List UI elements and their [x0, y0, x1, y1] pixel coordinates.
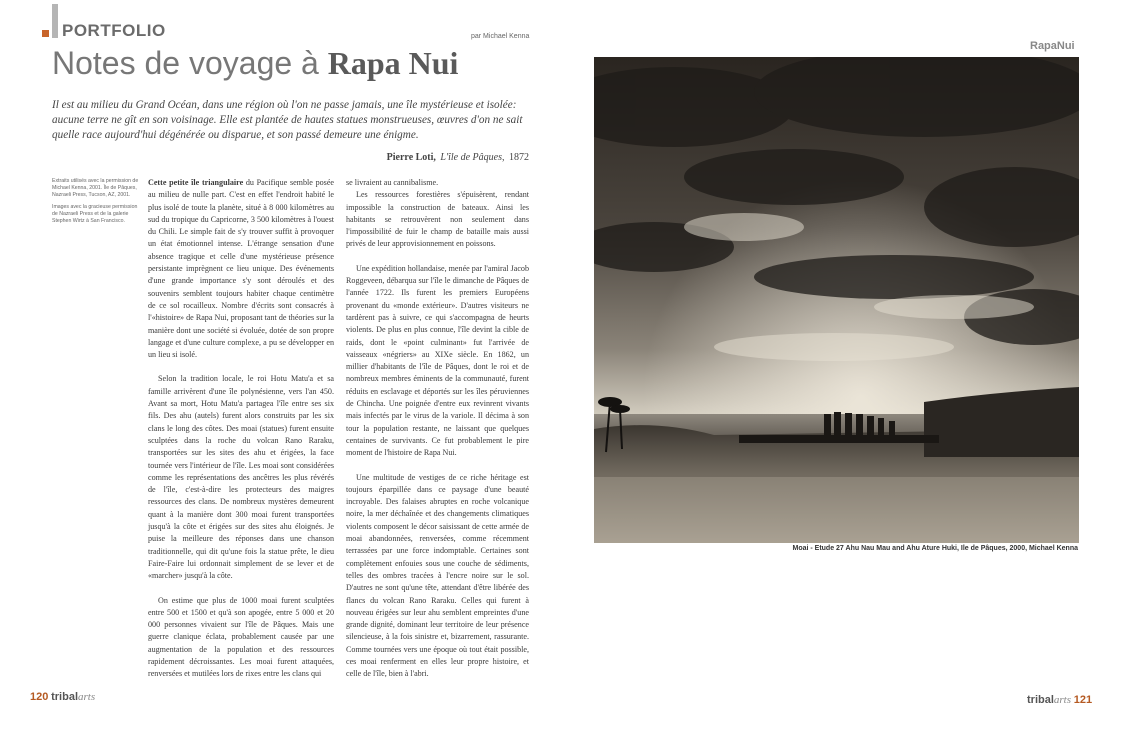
intro-quote: Il est au milieu du Grand Océan, dans une région où l'on ne passe jamais, une île mystérieuse et isolée: aucune terre ne gît en son voisinage. Elle est plantée de hautes statues monstrueuses, œuvres d'on ne sait quelle race aujourd'hui dégénérée ou disparue, et son passé demeure une énigme.	[52, 99, 523, 141]
title-bold: Rapa Nui	[327, 45, 459, 81]
brand-tribal: tribal	[51, 691, 79, 703]
text-column-2	[346, 177, 529, 693]
section-marker-square	[42, 30, 49, 37]
quote-attribution	[300, 152, 529, 163]
brand-arts: arts	[78, 691, 96, 703]
paragraph: Une multitude de vestiges de ce riche héritage est toujours éparpillée dans ce paysage d'une beauté incroyable. Des falaises abruptes en roche volcanique noire, la mer déchaînée et des changements climatiques violents composent le décor saisissant de cette armée de moai abandonnées, renversées, comme récemment terrassées par une force indomptable. Certaines sont complètement enfouies sous une couche de sédiments, telles des ombres tracées à l'encre noire sur le sol. D'autres ne sont qu'une tête, attendant d'être libérée des flancs du volcan Rano Raraku. Celles qui furent à nouveau érigées sur leur ahu semblent empreintes d'une grande dignité, dominant leur territoire de leur présence silencieuse, à la fois sinistre et, bizarrement, rassurante. Comme tournées vers une époque où tout était possible, ces moai renferment en elles leur propre histoire, et celle de l'île, bien à l'abri.	[346, 472, 529, 679]
photo-caption: Moai - Etude 27 Ahu Nau Mau and Ahu Ature Huki, Ile de Pâques, 2000, Michael Kenna	[792, 545, 1078, 552]
paragraph: Une expédition hollandaise, menée par l'amiral Jacob Roggeveen, débarqua sur l'île le dimanche de Pâques de l'année 1722. Ils furent les premiers Européens provenant du «monde extérieur». D'autres visiteurs ne tardèrent pas à suivre, ce qui s'accompagna de heurts violents. De plus en plus connue, l'île devint la cible de raids, dont le «point culminant» fut l'arrivée de vaisseaux «négriers» au XIXe siècle. En 1862, un millier d'habitants de l'île de Pâques, dont le roi et de nombreux membres éminents de la communauté, furent réduits en esclavage et déportés sur les îles péruviennes de Chincha. Une poignée d'entre eux revinrent vivants mais infectés par le virus de la variole. Il décima à son tour la population restante, ne laissant que quelques centaines de survivants. Ce fut probablement le pire moment de l'histoire de Rapa Nui.	[346, 263, 529, 458]
sidenote-images: Images avec la gracieuse permission de Nazraeli Press et de la galerie Stephen Wirtz à San Francisco.	[52, 204, 138, 224]
paragraph: On estime que plus de 1000 moai furent sculptées entre 500 et 1500 et qu'à son apogée, entre 5 000 et 20 000 personnes vivaient sur l'île de Pâques. Mais une guerre clanique éclata, probablement causée par une augmentation de la population et des ressources rapidement décroissantes. Les moai furent attaquées, renversées et mutilées lors de rixes entre les clans qui	[148, 595, 334, 679]
running-head: RapaNui	[1030, 40, 1075, 52]
quote-work: L'île de Pâques,	[440, 152, 505, 163]
folio-left	[30, 691, 95, 703]
sidenote-credits: Extraits utilisés avec la permission de Michael Kenna, 2001. Île de Pâques, Nazraeli Press, Tucson, AZ, 2001.	[52, 178, 139, 198]
sidenote	[52, 178, 140, 230]
brand-tribal: tribal	[1027, 694, 1054, 706]
page-number-right: 121	[1073, 694, 1093, 706]
paragraph: Les ressources forestières s'épuisèrent, rendant impossible la construction de bateaux. Ainsi les habitants se retrouvèrent non seulement dans l'impossibilité de fuir le champ de bataille mais aussi privés de leur approvisionnement en poissons.	[346, 190, 529, 249]
paragraph: Selon la tradition locale, le roi Hotu Matu'a et sa famille arrivèrent d'une île polynésienne, vers l'an 450. Avant sa mort, Hotu Matu'a partagea l'île entre ses six fils. Des ahu (autels) furent alors construits par les six clans le long des côtes. Des moai (statues) furent ensuite sculptées dans la roche du volcan Rano Raraku, transportées sur les sites des ahu et érigées, la face tournée vers l'intérieur de l'île. Les moai sont considérées comme les représentations des ancêtres les plus révérés de l'île, c'est-à-dire les protecteurs des maigres ressources des clans. De nombreux mystères demeurent quant à la manière dont 300 moai furent transportées jusqu'à la côte et érigées sur des sites ahu éloignés. Je puise la meilleure des réponses dans une chanson traditionnelle, qui dit qu'une fois la statue prête, le dieu Faire-Faire lui ordonnait simplement de se lever et de «marcher» jusqu'à la côte.	[148, 374, 334, 581]
moai-photograph	[594, 57, 1079, 543]
page-number-left: 120	[30, 691, 49, 703]
title-plain: Notes de voyage à	[52, 45, 328, 81]
quote-author: Pierre Loti,	[386, 152, 436, 163]
section-label: PORTFOLIO	[62, 21, 166, 40]
byline: par Michael Kenna	[471, 33, 530, 40]
paragraph-text: du Pacifique semble posée au milieu de nulle part. C'est en effet l'endroit habité le plus isolé de toute la planète, situé à 8 000 kilomètres au sud du tropique du Capricorne, 3 500 kilomètres à l'ouest du Chili. Le simple fait de s'y trouver suffit à provoquer un état émotionnel intense. L'étrange sensation d'une absence tragique et celle d'une mystérieuse présence persistante imprègnent ce lieu unique. Des événements d'une grande importance s'y sont déroulés et des souvenirs semblent toujours habiter chaque centimètre de ce sol rocailleux. Nombre d'écrits sont consacrés à l'«histoire» de Rapa Nui, proposant tant de théories sur la manière dont une société si évoluée, dotée de son propre langage et d'une culture complexe, a pu se développer en un lieu si isolé.	[148, 178, 335, 360]
folio-right	[1027, 694, 1092, 706]
paragraph	[148, 177, 334, 361]
section-marker-bar	[52, 4, 58, 38]
section-marker	[42, 4, 60, 38]
paragraph: se livraient au cannibalisme.	[346, 178, 439, 187]
page-title	[52, 45, 458, 82]
brand-arts: arts	[1053, 694, 1072, 706]
quote-year: 1872	[509, 152, 529, 163]
text-column-1	[148, 177, 334, 693]
lead-in: Cette petite île triangulaire	[148, 178, 244, 187]
